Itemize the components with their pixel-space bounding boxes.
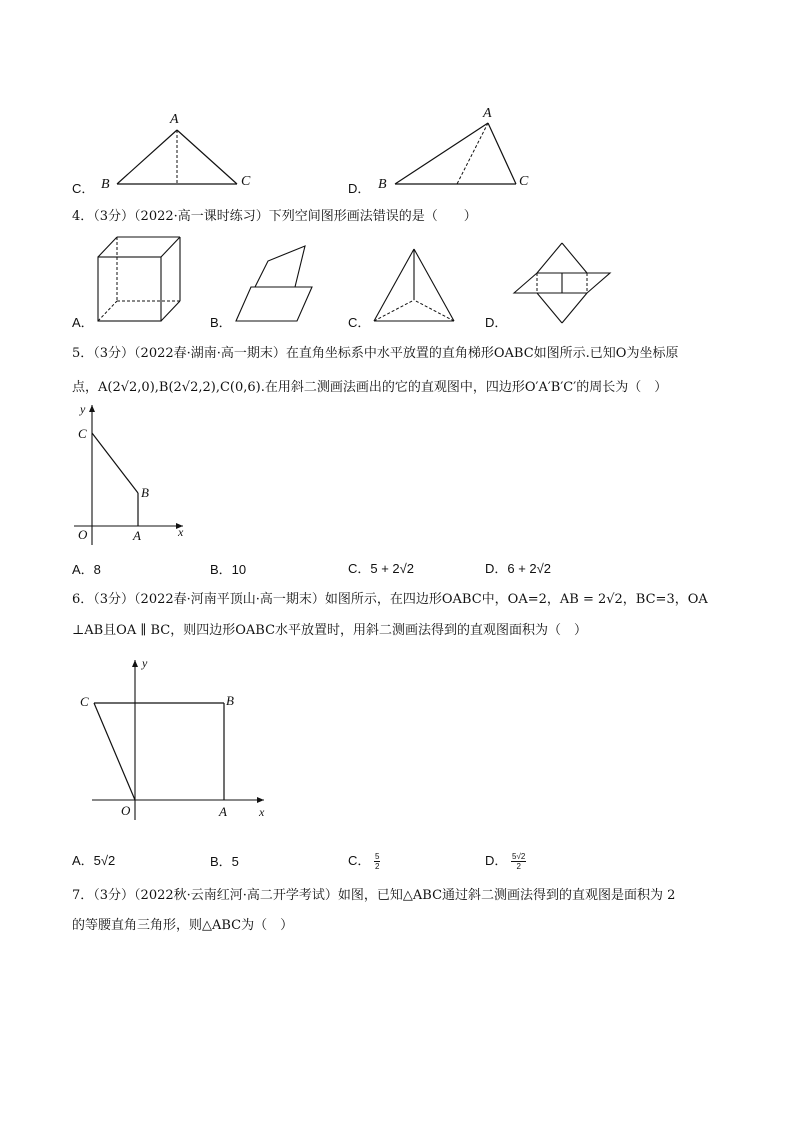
q6-option-c-numerator: 5 <box>375 852 380 862</box>
q5-label-x: x <box>178 525 184 539</box>
q5-option-a: A．8 <box>72 562 101 577</box>
q6-stem-line-1: 6．（3分）（2022春·河南平顶山·高一期末）如图所示，在四边形OABC中，OA=2，AB = 2√2，BC=3，OA <box>72 592 708 607</box>
q5-label-b: B <box>141 485 149 500</box>
q6-label-x: x <box>259 805 265 819</box>
q6-option-c-letter: C． <box>348 853 371 868</box>
q5-option-c: C．5 + 2√2 <box>348 561 415 576</box>
q7-stem-line-2: 的等腰直角三角形，则△ABC为（ ） <box>72 918 294 933</box>
q6-option-d-letter: D． <box>485 853 508 868</box>
q3c-label-c: C <box>241 174 251 189</box>
q6-option-c-denominator: 2 <box>375 862 380 872</box>
q6-option-d-numerator: 5√2 <box>512 852 526 862</box>
q5-label-c: C <box>78 426 87 441</box>
q6-option-c-fraction <box>374 852 380 871</box>
q3-option-d-letter: D． <box>348 181 371 196</box>
q6-option-d-fraction <box>511 852 526 871</box>
q5-label-o: O <box>78 527 88 542</box>
q4-option-c-letter: C． <box>348 315 371 330</box>
q5-option-d: D．6 + 2√2 <box>485 561 552 576</box>
q6-stem-line-2: ⊥AB且OA ∥ BC，则四边形OABC水平放置时，用斜二测画法得到的直观图面积为（ ） <box>72 623 588 638</box>
q6-label-o: O <box>121 803 131 818</box>
q4-option-d-letter: D． <box>485 315 508 330</box>
q3-option-c-letter: C． <box>72 181 95 196</box>
q7-stem-line-1: 7．（3分）（2022秋·云南红河·高二开学考试）如图，已知△ABC通过斜二测画法得到的直观图是面积为 2 <box>72 888 676 903</box>
q4-option-b-letter: B． <box>210 315 232 330</box>
q6-option-c <box>348 850 380 871</box>
q3d-label-c: C <box>519 174 529 189</box>
q4-stem: 4．（3分）（2022·高一课时练习）下列空间图形画法错误的是（ ） <box>72 209 477 224</box>
q5-stem-line-1: 5．（3分）（2022春·湖南·高一期末）在直角坐标系中水平放置的直角梯形OABC如图所示.已知O为坐标原 <box>72 346 679 361</box>
q6-label-b: B <box>226 693 234 708</box>
q6-option-a: A．5√2 <box>72 853 116 868</box>
q6-option-b: B．5 <box>210 854 239 869</box>
q5-label-y: y <box>80 402 86 416</box>
q3c-label-b: B <box>101 177 110 192</box>
q6-label-c: C <box>80 694 89 709</box>
q5-label-a: A <box>133 528 141 543</box>
q4-option-a-letter: A． <box>72 315 94 330</box>
q5-stem-line-2: 点，A(2√2,0),B(2√2,2),C(0,6).在用斜二测画法画出的它的直观图中，四边形O′A′B′C′的周长为（ ） <box>72 380 668 395</box>
q6-label-y: y <box>142 656 148 670</box>
q5-option-b: B．10 <box>210 562 247 577</box>
q6-option-d-denominator: 2 <box>516 862 521 872</box>
q3d-label-b: B <box>378 177 387 192</box>
q3d-label-a: A <box>483 106 492 121</box>
q6-option-d <box>485 850 526 871</box>
q6-label-a: A <box>219 804 227 819</box>
q3c-label-a: A <box>170 112 179 127</box>
